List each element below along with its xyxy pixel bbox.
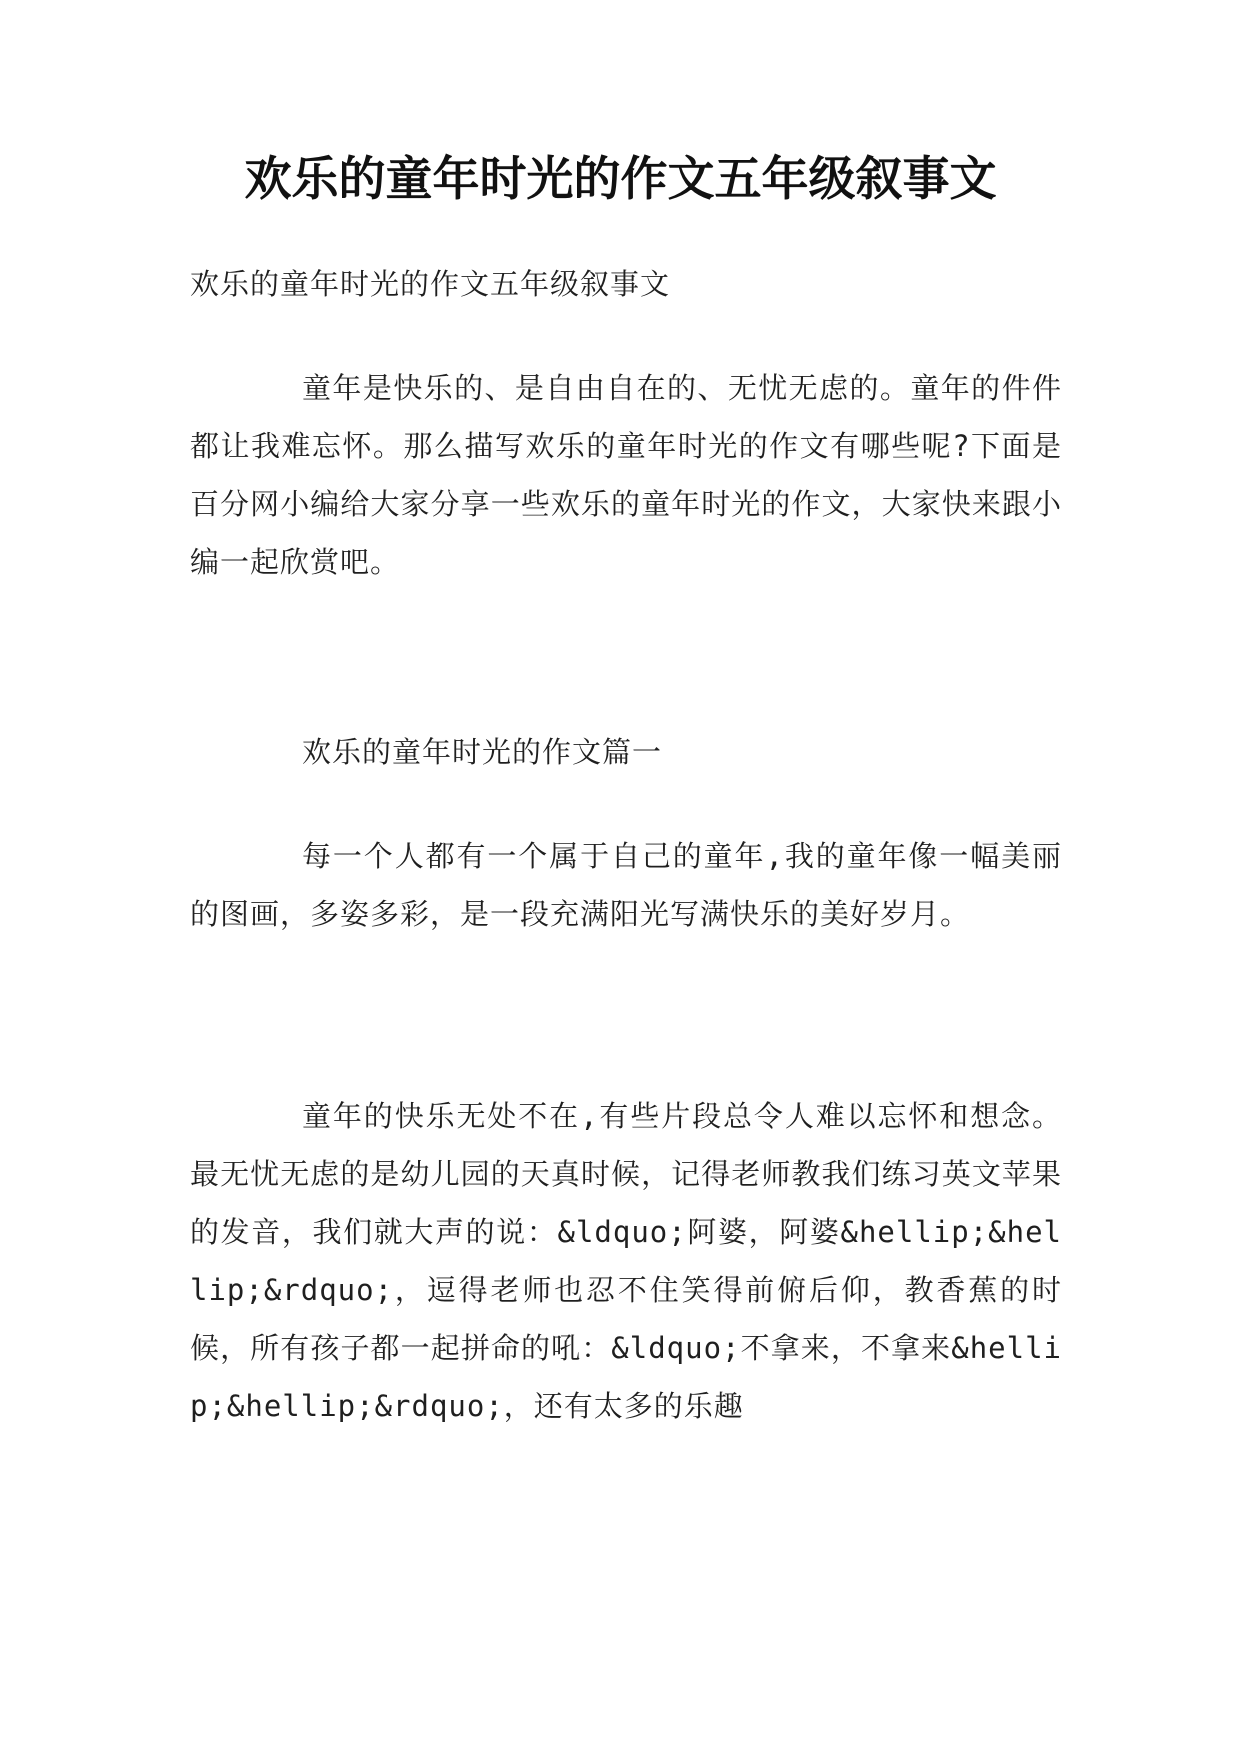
- document-subtitle: 欢乐的童年时光的作文五年级叙事文: [190, 267, 671, 301]
- section-heading: 欢乐的童年时光的作文篇一: [302, 735, 663, 769]
- body-paragraph: 童年的快乐无处不在,有些片段总令人难以忘怀和想念。最无忧无虑的是幼儿园的天真时候，记得老师教我们练习英文苹果的发音，我们就大声的说：&ldquo;阿婆，阿婆&hellip;&hellip;&rdquo;，逗得老师也忍不住笑得前俯后仰，教香蕉的时候，所有孩子都一起拼命的吼：&ldquo;不拿来，不拿来&hellip;&hellip;&rdquo;，还有太多的乐趣: [190, 1099, 1062, 1423]
- document-title: 欢乐的童年时光的作文五年级叙事文: [244, 152, 997, 207]
- intro-paragraph: 童年是快乐的、是自由自在的、无忧无虑的。童年的件件都让我难忘怀。那么描写欢乐的童年时光的作文有哪些呢?下面是百分网小编给大家分享一些欢乐的童年时光的作文，大家快来跟小编一起欣赏吧。: [190, 371, 1062, 579]
- body-paragraph: 每一个人都有一个属于自己的童年,我的童年像一幅美丽的图画，多姿多彩，是一段充满阳光写满快乐的美好岁月。: [190, 839, 1062, 931]
